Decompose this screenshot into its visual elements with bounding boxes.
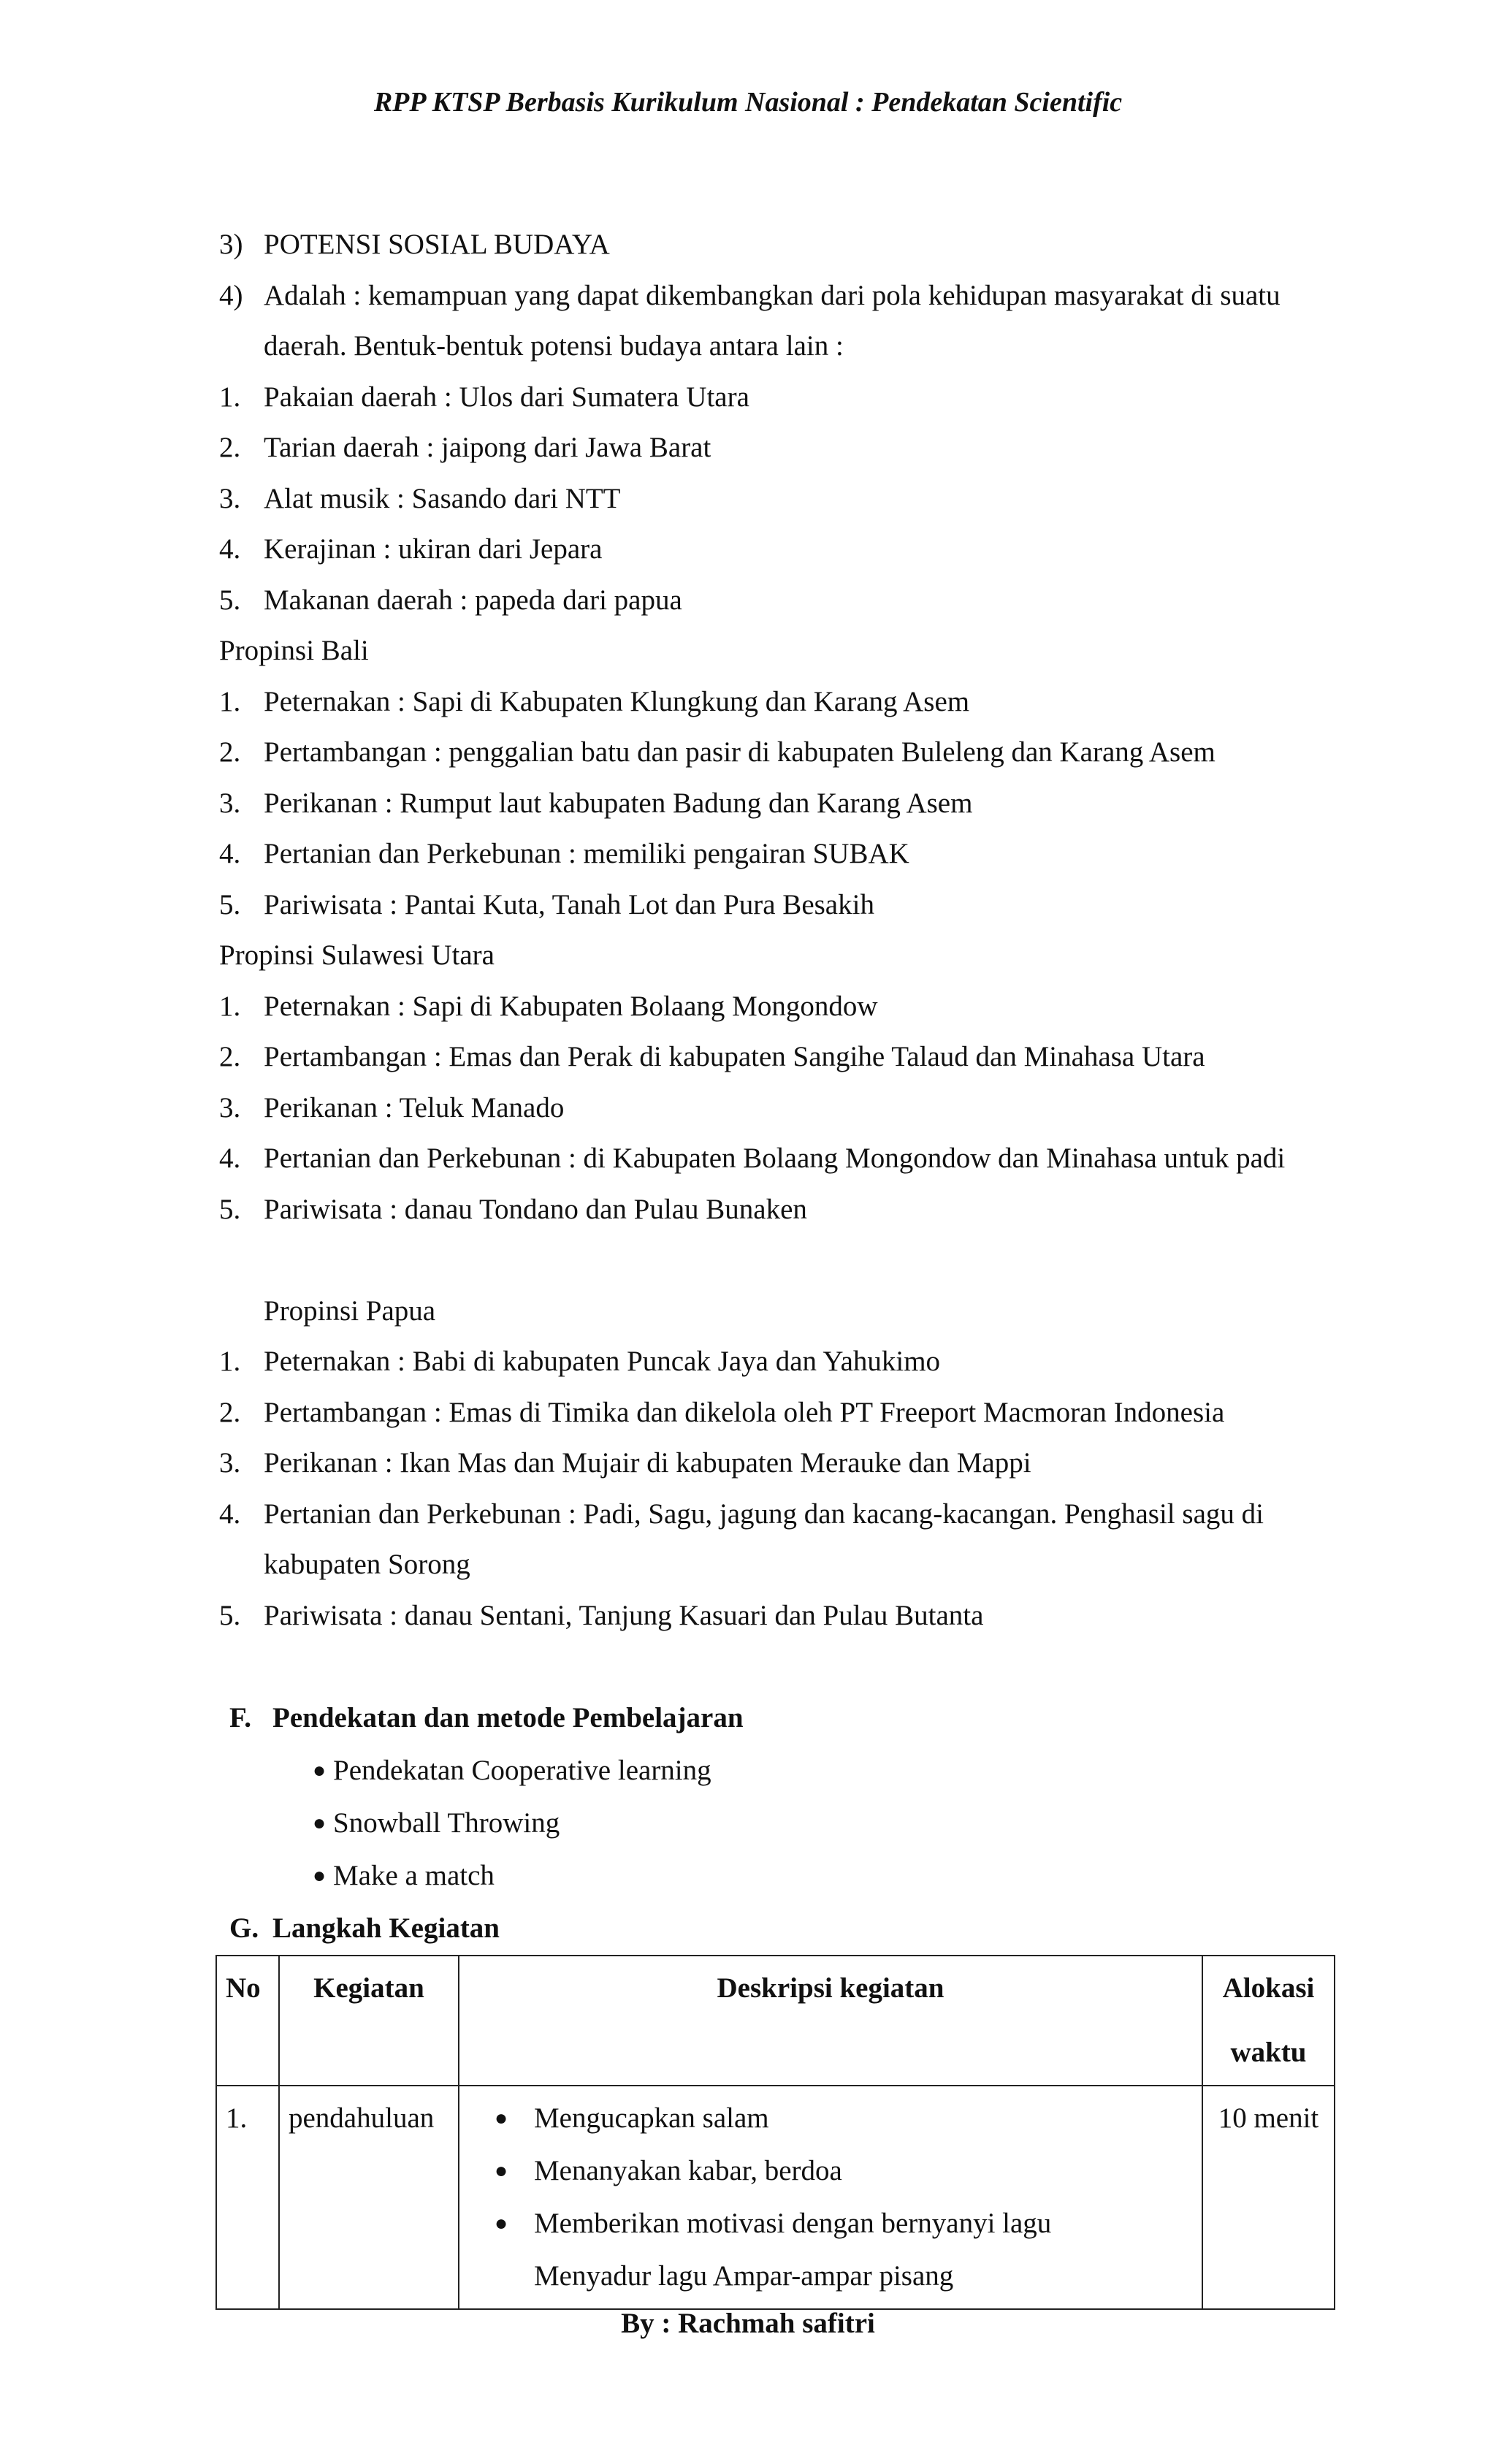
- description-item: [468, 2092, 1193, 2145]
- spacer: [0, 1641, 1496, 1692]
- list-number: 3.: [219, 1447, 241, 1479]
- bullet-icon: ●: [495, 2106, 508, 2130]
- province-heading-papua: [0, 1286, 1496, 1337]
- list-text: Peternakan : Sapi di Kabupaten Bolaang Mongondow: [264, 990, 878, 1022]
- list-text: Pariwisata : Pantai Kuta, Tanah Lot dan Pura Besakih: [264, 888, 874, 920]
- list-number: 5.: [219, 1599, 241, 1631]
- document-body: [0, 219, 1496, 1955]
- header-deskripsi: Deskripsi kegiatan: [459, 1956, 1202, 2086]
- bullet-item: [0, 1797, 1496, 1850]
- list-number: 1.: [219, 990, 241, 1022]
- header-kegiatan: Kegiatan: [279, 1956, 459, 2086]
- list-item: [0, 1083, 1496, 1134]
- description-continuation: Menyadur lagu Ampar-ampar pisang: [534, 2260, 954, 2292]
- list-item: [0, 575, 1496, 626]
- list-text: Pertanian dan Perkebunan : di Kabupaten Bolaang Mongondow dan Minahasa untuk padi: [264, 1143, 1286, 1174]
- spacer: [0, 1235, 1496, 1286]
- list-text: Makanan daerah : papeda dari papua: [264, 584, 682, 616]
- list-text: Pertanian dan Perkebunan : Padi, Sagu, jagung dan kacang-kacangan. Penghasil sagu di: [264, 1498, 1264, 1530]
- bullet-text: Snowball Throwing: [333, 1807, 560, 1839]
- list-number: 3.: [219, 1091, 241, 1124]
- list-item: [0, 828, 1496, 880]
- list-text: POTENSI SOSIAL BUDAYA: [264, 229, 610, 260]
- section-title: Langkah Kegiatan: [272, 1912, 500, 1944]
- list-text: Tarian daerah : jaipong dari Jawa Barat: [264, 432, 711, 463]
- cell-deskripsi: [459, 2086, 1202, 2309]
- header-no: No: [216, 1956, 279, 2086]
- province-title: Propinsi Papua: [264, 1294, 436, 1327]
- list-item: [0, 676, 1496, 728]
- list-number: 1.: [219, 1346, 241, 1377]
- province-heading-bali: [0, 625, 1496, 676]
- list-number: 2.: [219, 1041, 241, 1072]
- list-text: Kerajinan : ukiran dari Jepara: [264, 533, 603, 565]
- list-number: 1.: [219, 685, 241, 717]
- list-number: 4): [219, 279, 243, 311]
- header-alokasi-line1: Alokasi: [1222, 1972, 1315, 2004]
- list-text: Peternakan : Sapi di Kabupaten Klungkung dan Karang Asem: [264, 685, 970, 717]
- section-f-heading: [0, 1692, 1496, 1744]
- list-text: Pertambangan : Emas di Timika dan dikelola oleh PT Freeport Macmoran Indonesia: [264, 1396, 1225, 1428]
- header-alokasi-line2: waktu: [1230, 2037, 1307, 2068]
- list-item: [0, 1590, 1496, 1641]
- list-item: [0, 270, 1496, 321]
- list-text: Pertambangan : Emas dan Perak di kabupaten Sangihe Talaud dan Minahasa Utara: [264, 1041, 1205, 1072]
- description-item: [468, 2145, 1193, 2197]
- list-item: [0, 1031, 1496, 1083]
- list-item: [0, 1184, 1496, 1235]
- list-item: [0, 422, 1496, 473]
- list-text: Adalah : kemampuan yang dapat dikembangkan dari pola kehidupan masyarakat di suatu: [264, 279, 1281, 311]
- list-text: Perikanan : Rumput laut kabupaten Badung dan Karang Asem: [264, 787, 973, 819]
- list-item: [0, 1438, 1496, 1489]
- list-number: 2.: [219, 1396, 241, 1428]
- cell-no: 1.: [216, 2086, 279, 2309]
- section-g-heading: [0, 1902, 1496, 1955]
- table-row: [216, 2086, 1335, 2309]
- table-header-row: [216, 1956, 1335, 2086]
- bullet-text: Pendekatan Cooperative learning: [333, 1754, 711, 1786]
- list-item: [0, 727, 1496, 778]
- bullet-text: Make a match: [333, 1859, 495, 1891]
- list-item: [0, 372, 1496, 423]
- list-item: [0, 219, 1496, 270]
- list-text: Pertanian dan Perkebunan : memiliki pengairan SUBAK: [264, 838, 909, 869]
- list-number: 5.: [219, 584, 241, 616]
- list-number: 5.: [219, 1193, 241, 1225]
- list-text: Pertambangan : penggalian batu dan pasir di kabupaten Buleleng dan Karang Asem: [264, 736, 1216, 768]
- list-number: 4.: [219, 838, 241, 869]
- list-text: Perikanan : Ikan Mas dan Mujair di kabupaten Merauke dan Mappi: [264, 1447, 1031, 1479]
- bullet-icon: ●: [313, 1810, 327, 1835]
- bullet-icon: ●: [495, 2159, 508, 2183]
- list-number: 4.: [219, 1143, 241, 1174]
- list-item: [0, 1133, 1496, 1184]
- section-title: Pendekatan dan metode Pembelajaran: [272, 1701, 744, 1733]
- bullet-icon: ●: [495, 2211, 508, 2235]
- list-item: [0, 778, 1496, 829]
- list-item: [0, 1489, 1496, 1540]
- description-text: Menanyakan kabar, berdoa: [534, 2155, 842, 2186]
- cell-alokasi: 10 menit: [1202, 2086, 1335, 2309]
- list-item-continuation: [0, 321, 1496, 372]
- description-item: [468, 2197, 1193, 2250]
- bullet-item: [0, 1850, 1496, 1902]
- list-number: 3.: [219, 787, 241, 819]
- header-alokasi: [1202, 1956, 1335, 2086]
- list-text: Alat musik : Sasando dari NTT: [264, 482, 621, 514]
- list-text: kabupaten Sorong: [264, 1549, 470, 1580]
- province-heading-sulut: [0, 930, 1496, 981]
- list-number: 2.: [219, 432, 241, 463]
- list-text: Perikanan : Teluk Manado: [264, 1091, 565, 1124]
- list-number: 1.: [219, 381, 241, 413]
- author-footer: By : Rachmah safitri: [621, 2308, 875, 2339]
- list-item: [0, 1387, 1496, 1438]
- list-item: [0, 981, 1496, 1032]
- list-item: [0, 473, 1496, 525]
- list-text: Pariwisata : danau Tondano dan Pulau Bunaken: [264, 1193, 807, 1225]
- list-number: 2.: [219, 736, 241, 768]
- page-header: RPP KTSP Berbasis Kurikulum Nasional : Pendekatan Scientific: [373, 87, 1123, 118]
- description-text: Memberikan motivasi dengan bernyanyi lagu: [534, 2208, 1052, 2239]
- list-item: [0, 1336, 1496, 1387]
- list-item-continuation: [0, 1539, 1496, 1590]
- list-number: 4.: [219, 533, 241, 565]
- list-number: 3): [219, 229, 243, 260]
- list-number: 4.: [219, 1498, 241, 1530]
- bullet-item: [0, 1744, 1496, 1797]
- section-letter: F.: [229, 1701, 251, 1733]
- activity-table: [215, 1955, 1335, 2310]
- list-number: 3.: [219, 482, 241, 514]
- list-item: [0, 880, 1496, 931]
- list-text: Pariwisata : danau Sentani, Tanjung Kasuari dan Pulau Butanta: [264, 1599, 984, 1631]
- list-number: 5.: [219, 888, 241, 920]
- province-title: Propinsi Bali: [219, 635, 369, 666]
- list-text: daerah. Bentuk-bentuk potensi budaya antara lain :: [264, 330, 844, 362]
- description-list: [468, 2092, 1193, 2250]
- bullet-icon: ●: [313, 1863, 327, 1888]
- list-text: Peternakan : Babi di kabupaten Puncak Jaya dan Yahukimo: [264, 1346, 941, 1377]
- cell-kegiatan: pendahuluan: [279, 2086, 459, 2309]
- description-text: Mengucapkan salam: [534, 2102, 769, 2134]
- section-letter: G.: [229, 1912, 259, 1944]
- list-item: [0, 524, 1496, 575]
- province-title: Propinsi Sulawesi Utara: [219, 939, 495, 971]
- list-text: Pakaian daerah : Ulos dari Sumatera Utara: [264, 381, 749, 413]
- bullet-icon: ●: [313, 1758, 327, 1782]
